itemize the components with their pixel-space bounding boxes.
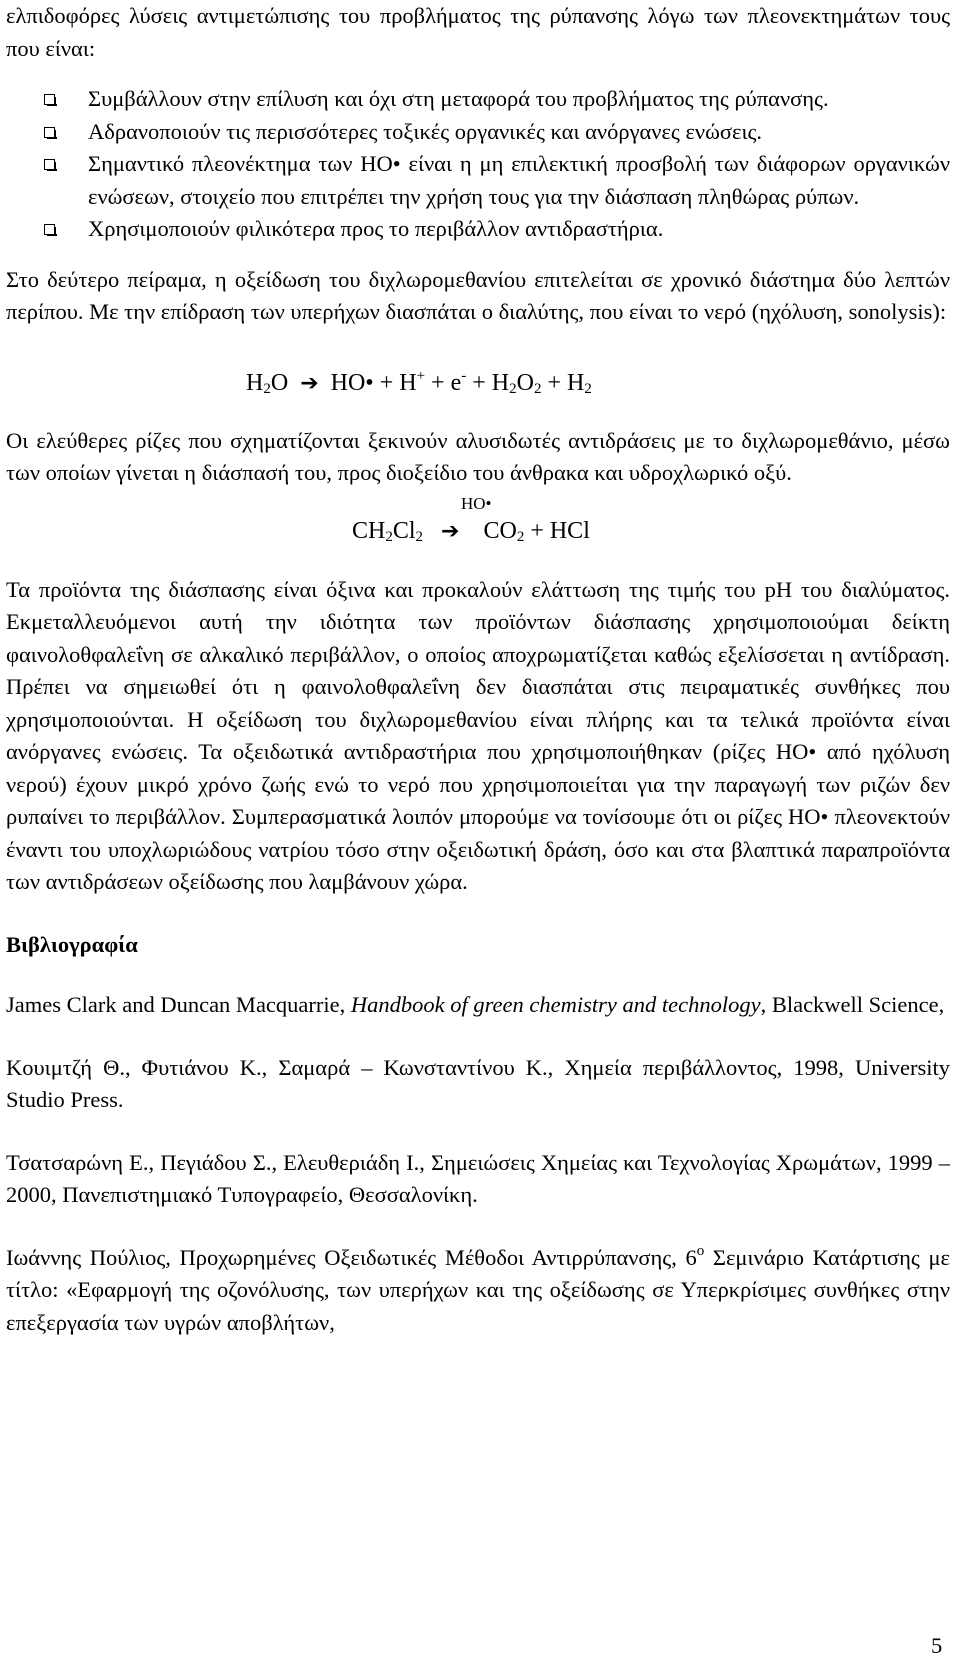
advantages-list bbox=[6, 83, 950, 246]
bibliography-heading: Βιβλιογραφία bbox=[6, 931, 138, 957]
checkbox-bullet-icon bbox=[44, 94, 55, 105]
checkbox-bullet-icon bbox=[44, 159, 55, 170]
list-item bbox=[6, 148, 950, 213]
list-item-text: Χρησιμοποιούν φιλικότερα προς το περιβάλλον αντιδραστήρια. bbox=[88, 216, 664, 241]
list-item bbox=[6, 213, 950, 246]
reaction-arrow-icon: ➔ bbox=[441, 518, 460, 544]
list-item-text: Συμβάλλουν στην επίλυση και όχι στη μεταφορά του προβλήματος της ρύπανσης. bbox=[88, 86, 829, 111]
sonolysis-equation: $H_2O$ ➔ HO• + $H^+ + e^- + H_2O_2 + H_2$ bbox=[246, 367, 592, 397]
free-radicals-paragraph: Οι ελεύθερες ρίζες που σχηματίζονται ξεκινούν αλυσιδωτές αντιδράσεις με το διχλωρομεθάνιο, μέσω των οποίων γίνεται η διάσπασή του, προς διοξείδιο του άνθρακα και υδροχλωρικό οξύ. bbox=[6, 427, 950, 485]
list-item-text: Σημαντικό πλεονέκτημα των HO• είναι η μη επιλεκτική προσβολή των διάφορων οργανικών ενώσεων, στοιχείο που επιτρέπει την χρήση τους για την διάσπαση πληθώρας ρύπων. bbox=[88, 151, 950, 209]
products-paragraph: Τα προϊόντα της διάσπασης είναι όξινα και προκαλούν ελάττωση της τιμής του pH του διαλύματος. Εκμεταλλευόμενοι αυτή την ιδιότητα των προϊόντων διάσπασης χρησιμοποιούμαι δείκτη φαινολοθφαλεΐνη σε αλκαλικό περιβάλλον, ο οποίος αποχρωματίζεται καθώς εξελίσσεται η αντίδραση. Πρέπει να σημειωθεί ότι η φαινολοθφαλεΐνη δεν διασπάται στις πειραματικές συνθήκες που χρησιμοποιούνται. Η οξείδωση του διχλωρομεθανίου είναι πλήρης και τα τελικά προϊόντα είναι ανόργανες ενώσεις. Τα οξειδωτικά αντιδραστήρια που χρησιμοποιήθηκαν (ρίζες HO• από ηχόλυση νερού) έχουν μικρό χρόνο ζωής ενώ το νερό που χρησιμοποιείται για την παραγωγή των ριζών δεν ρυπαίνει το περιβάλλον. Συμπερασματικά λοιπόν μπορούμε να τονίσουμε ότι οι ρίζες HO• πλεονεκτούν έναντι του υποχλωριώδους νατρίου τόσο στην οξειδωτική δράση, όσο και στα βλαπτικά παραπροϊόντα των αντιδράσεων οξείδωσης που λαμβάνουν χώρα. bbox=[6, 576, 950, 894]
reaction-arrow-icon: ➔ bbox=[300, 370, 319, 396]
list-item bbox=[6, 83, 950, 116]
reference-item: Τσατσαρώνη Ε., Πεγιάδου Σ., Ελευθεριάδη Ι., Σημειώσεις Χημείας και Τεχνολογίας Χρωμάτων, 1999 – 2000, Πανεπιστημιακό Τυπογραφείο, Θεσσαλονίκη. bbox=[6, 1149, 950, 1207]
reference-item: Κουιμτζή Θ., Φυτιάνου Κ., Σαμαρά – Κωνσταντίνου Κ., Χημεία περιβάλλοντος, 1998, University Studio Press. bbox=[6, 1054, 950, 1112]
page-number: 5 bbox=[931, 1633, 943, 1658]
reference-item: Ιωάννης Πούλιος, Προχωρημένες Οξειδωτικές Μέθοδοι Αντιρρύπανσης, $6^o$ Σεμινάριο Κατάρτισης με τίτλο: «Εφαρμογή της οζονόλυσης, των υπερήχων και της οξείδωσης σε Υπερκρίσιμες συνθήκες στην επεξεργασία των υγρών αποβλήτων, bbox=[6, 1242, 950, 1335]
document-page bbox=[6, 0, 950, 1339]
oxidation-equation: HO• $CH_2Cl_2$ ➔ $CO_2$ + HCl bbox=[352, 493, 590, 545]
catalyst-label: HO• bbox=[461, 493, 492, 513]
list-item bbox=[6, 116, 950, 149]
checkbox-bullet-icon bbox=[44, 224, 55, 235]
intro-paragraph: ελπιδοφόρες λύσεις αντιμετώπισης του προβλήματος της ρύπανσης λόγω των πλεονεκτημάτων τους που είναι: bbox=[6, 3, 950, 61]
checkbox-bullet-icon bbox=[44, 127, 55, 138]
reference-item: James Clark and Duncan Macquarrie, Handbook of green chemistry and technology, Blackwell Science, bbox=[6, 992, 945, 1017]
second-experiment-paragraph: Στο δεύτερο πείραμα, η οξείδωση του διχλωρομεθανίου επιτελείται σε χρονικό διάστημα δύο λεπτών περίπου. Με την επίδραση των υπερήχων διασπάται ο διαλύτης, που είναι το νερό (ηχόλυση, sonolysis): bbox=[6, 266, 950, 324]
list-item-text: Αδρανοποιούν τις περισσότερες τοξικές οργανικές και ανόργανες ενώσεις. bbox=[88, 118, 763, 144]
